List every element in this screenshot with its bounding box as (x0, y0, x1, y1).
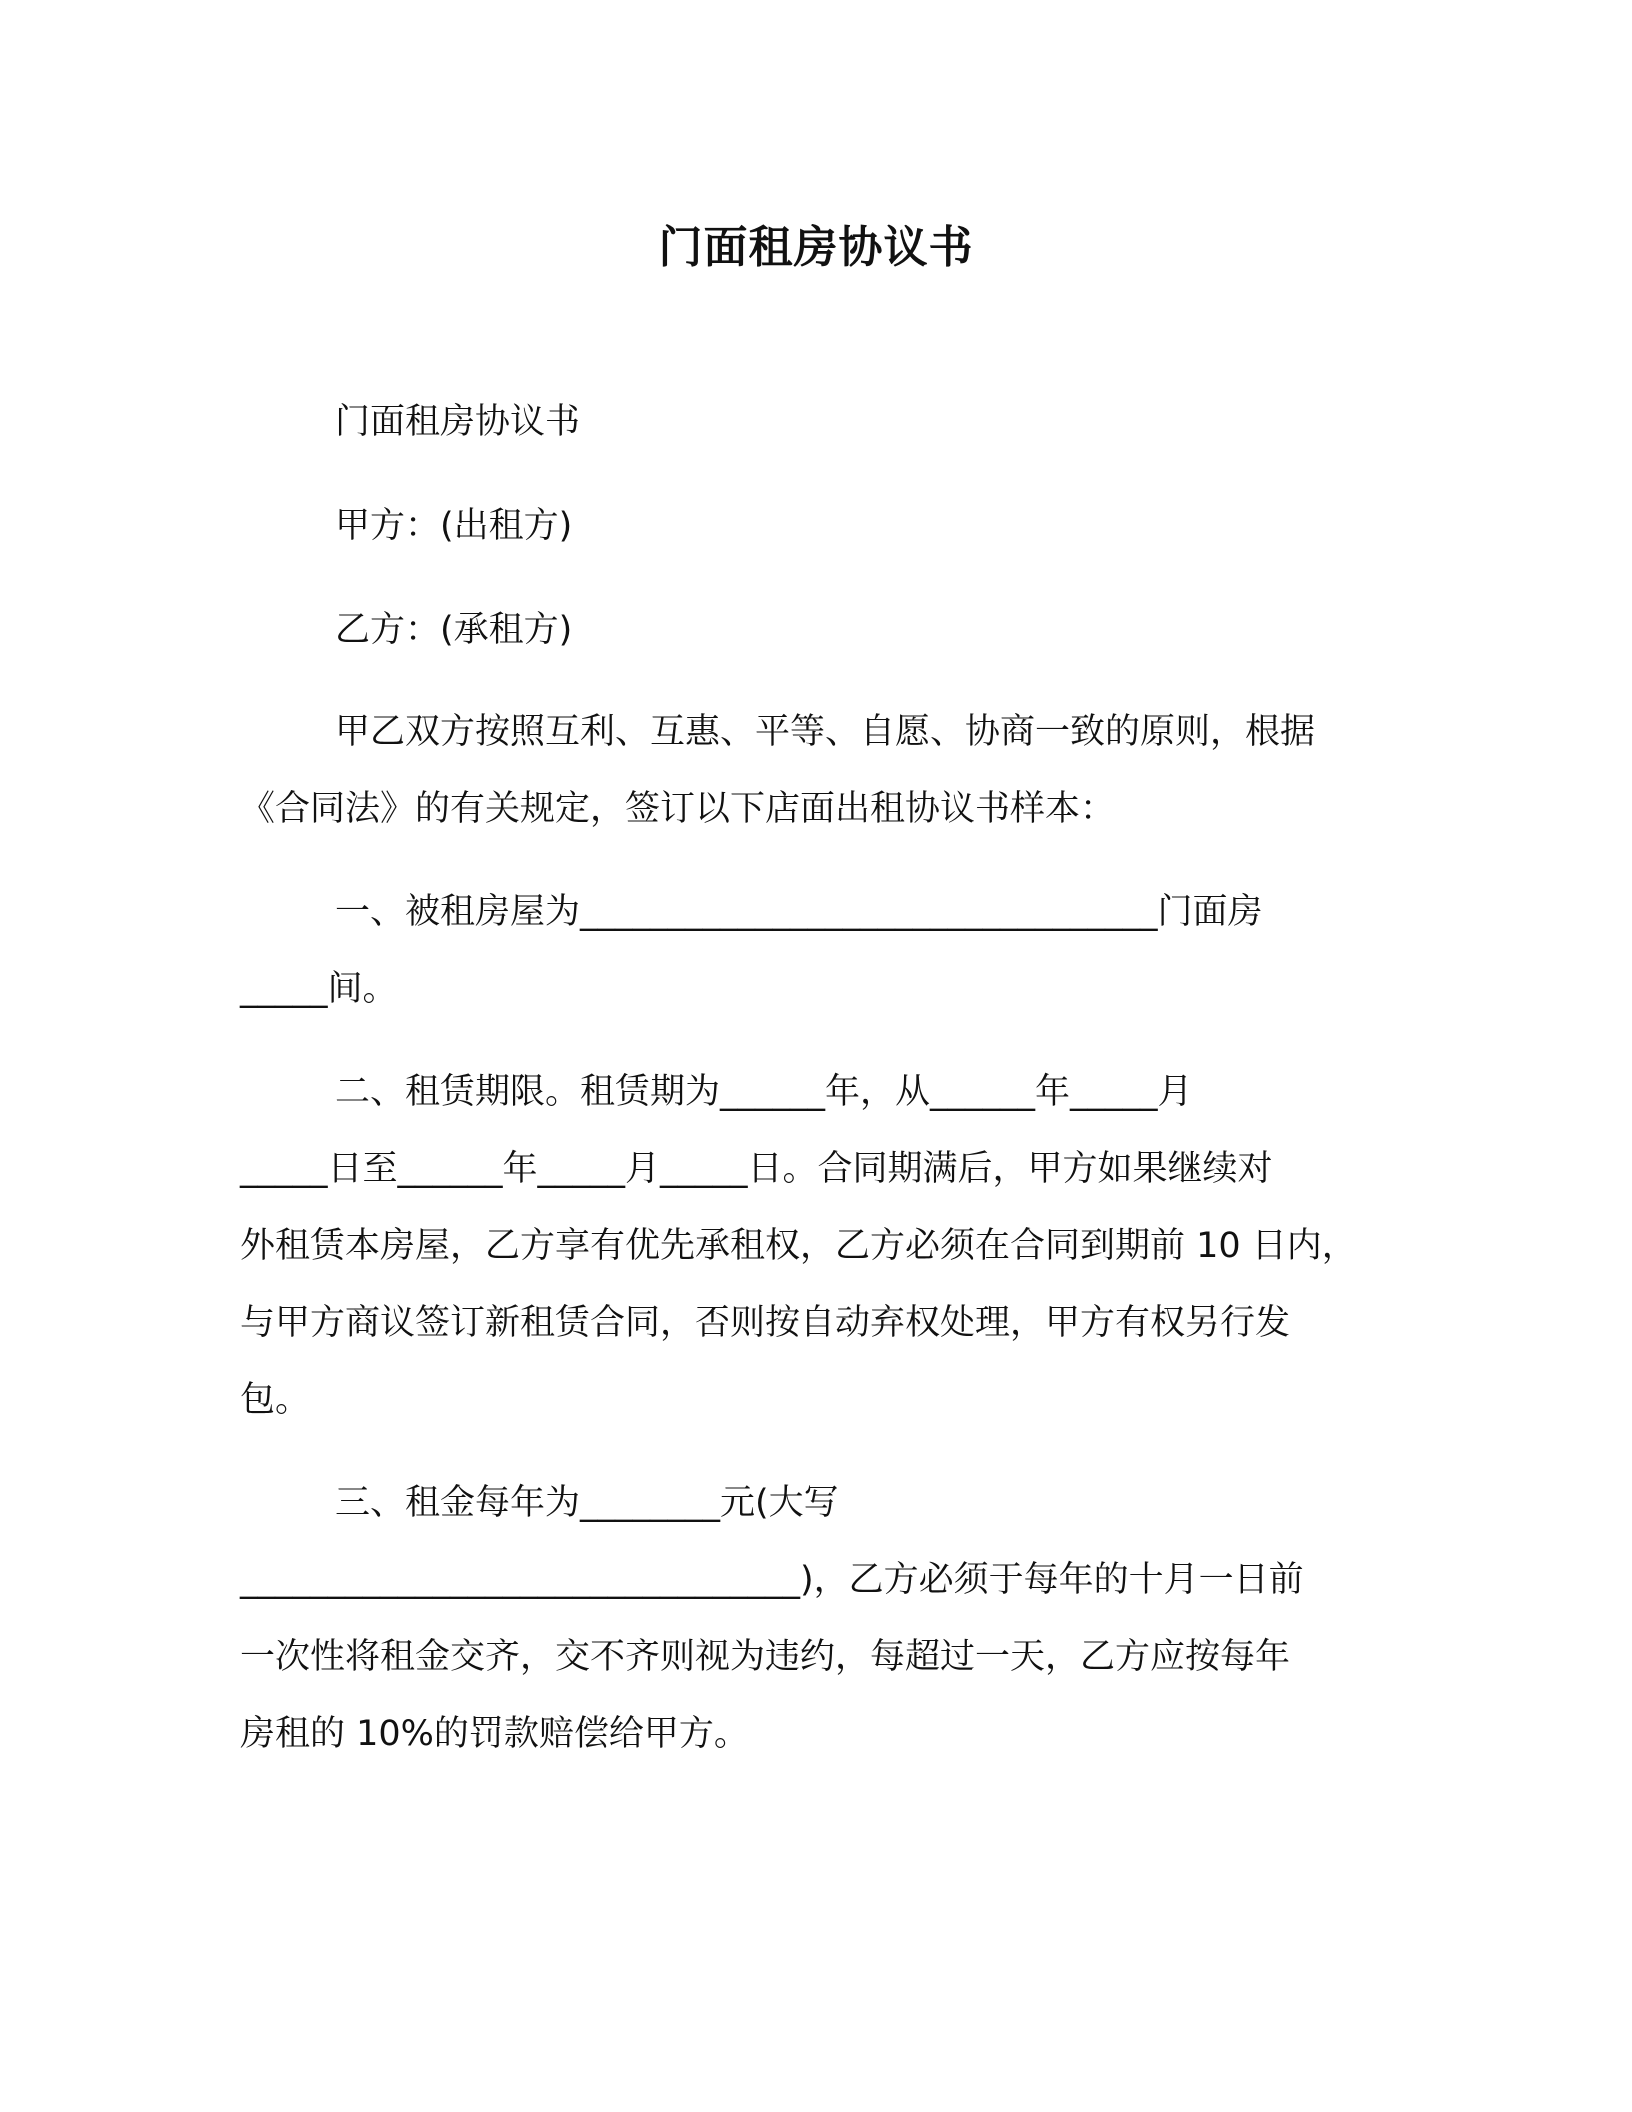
clause-2-line-3: 外租赁本房屋，乙方享有优先承租权，乙方必须在合同到期前 10 日内， (240, 1226, 1357, 1266)
party-a-line: 甲方：(出租方) (335, 506, 573, 546)
clause-2-line-4: 与甲方商议签订新租赁合同，否则按自动弃权处理，甲方有权另行发 (240, 1303, 1291, 1343)
clause-2-line-2: _____日至______年_____月_____日。合同期满后，甲方如果继续对 (240, 1149, 1273, 1189)
document-title: 门面租房协议书 (658, 222, 974, 273)
heading-line: 门面租房协议书 (335, 402, 581, 442)
party-b-line: 乙方：(承租方) (335, 610, 573, 650)
clause-3-line-1: 三、租金每年为________元(大写 (335, 1483, 839, 1523)
clause-3-line-3: 一次性将租金交齐，交不齐则视为违约，每超过一天，乙方应按每年 (240, 1637, 1291, 1677)
clause-3-line-4: 房租的 10%的罚款赔偿给甲方。 (240, 1714, 749, 1754)
preamble-line-1: 甲乙双方按照互利、互惠、平等、自愿、协商一致的原则，根据 (335, 712, 1316, 752)
clause-2-line-5: 包。 (240, 1380, 311, 1420)
clause-1-line-2: _____间。 (240, 969, 398, 1009)
preamble-line-2: 《合同法》的有关规定，签订以下店面出租协议书样本： (240, 789, 1116, 829)
clause-1-line-1: 一、被租房屋为_________________________________门面房 (335, 892, 1263, 932)
clause-2-line-1: 二、租赁期限。租赁期为______年，从______年_____月 (335, 1072, 1193, 1112)
clause-3-line-2: ________________________________)，乙方必须于每年的十月一日前 (240, 1560, 1304, 1600)
